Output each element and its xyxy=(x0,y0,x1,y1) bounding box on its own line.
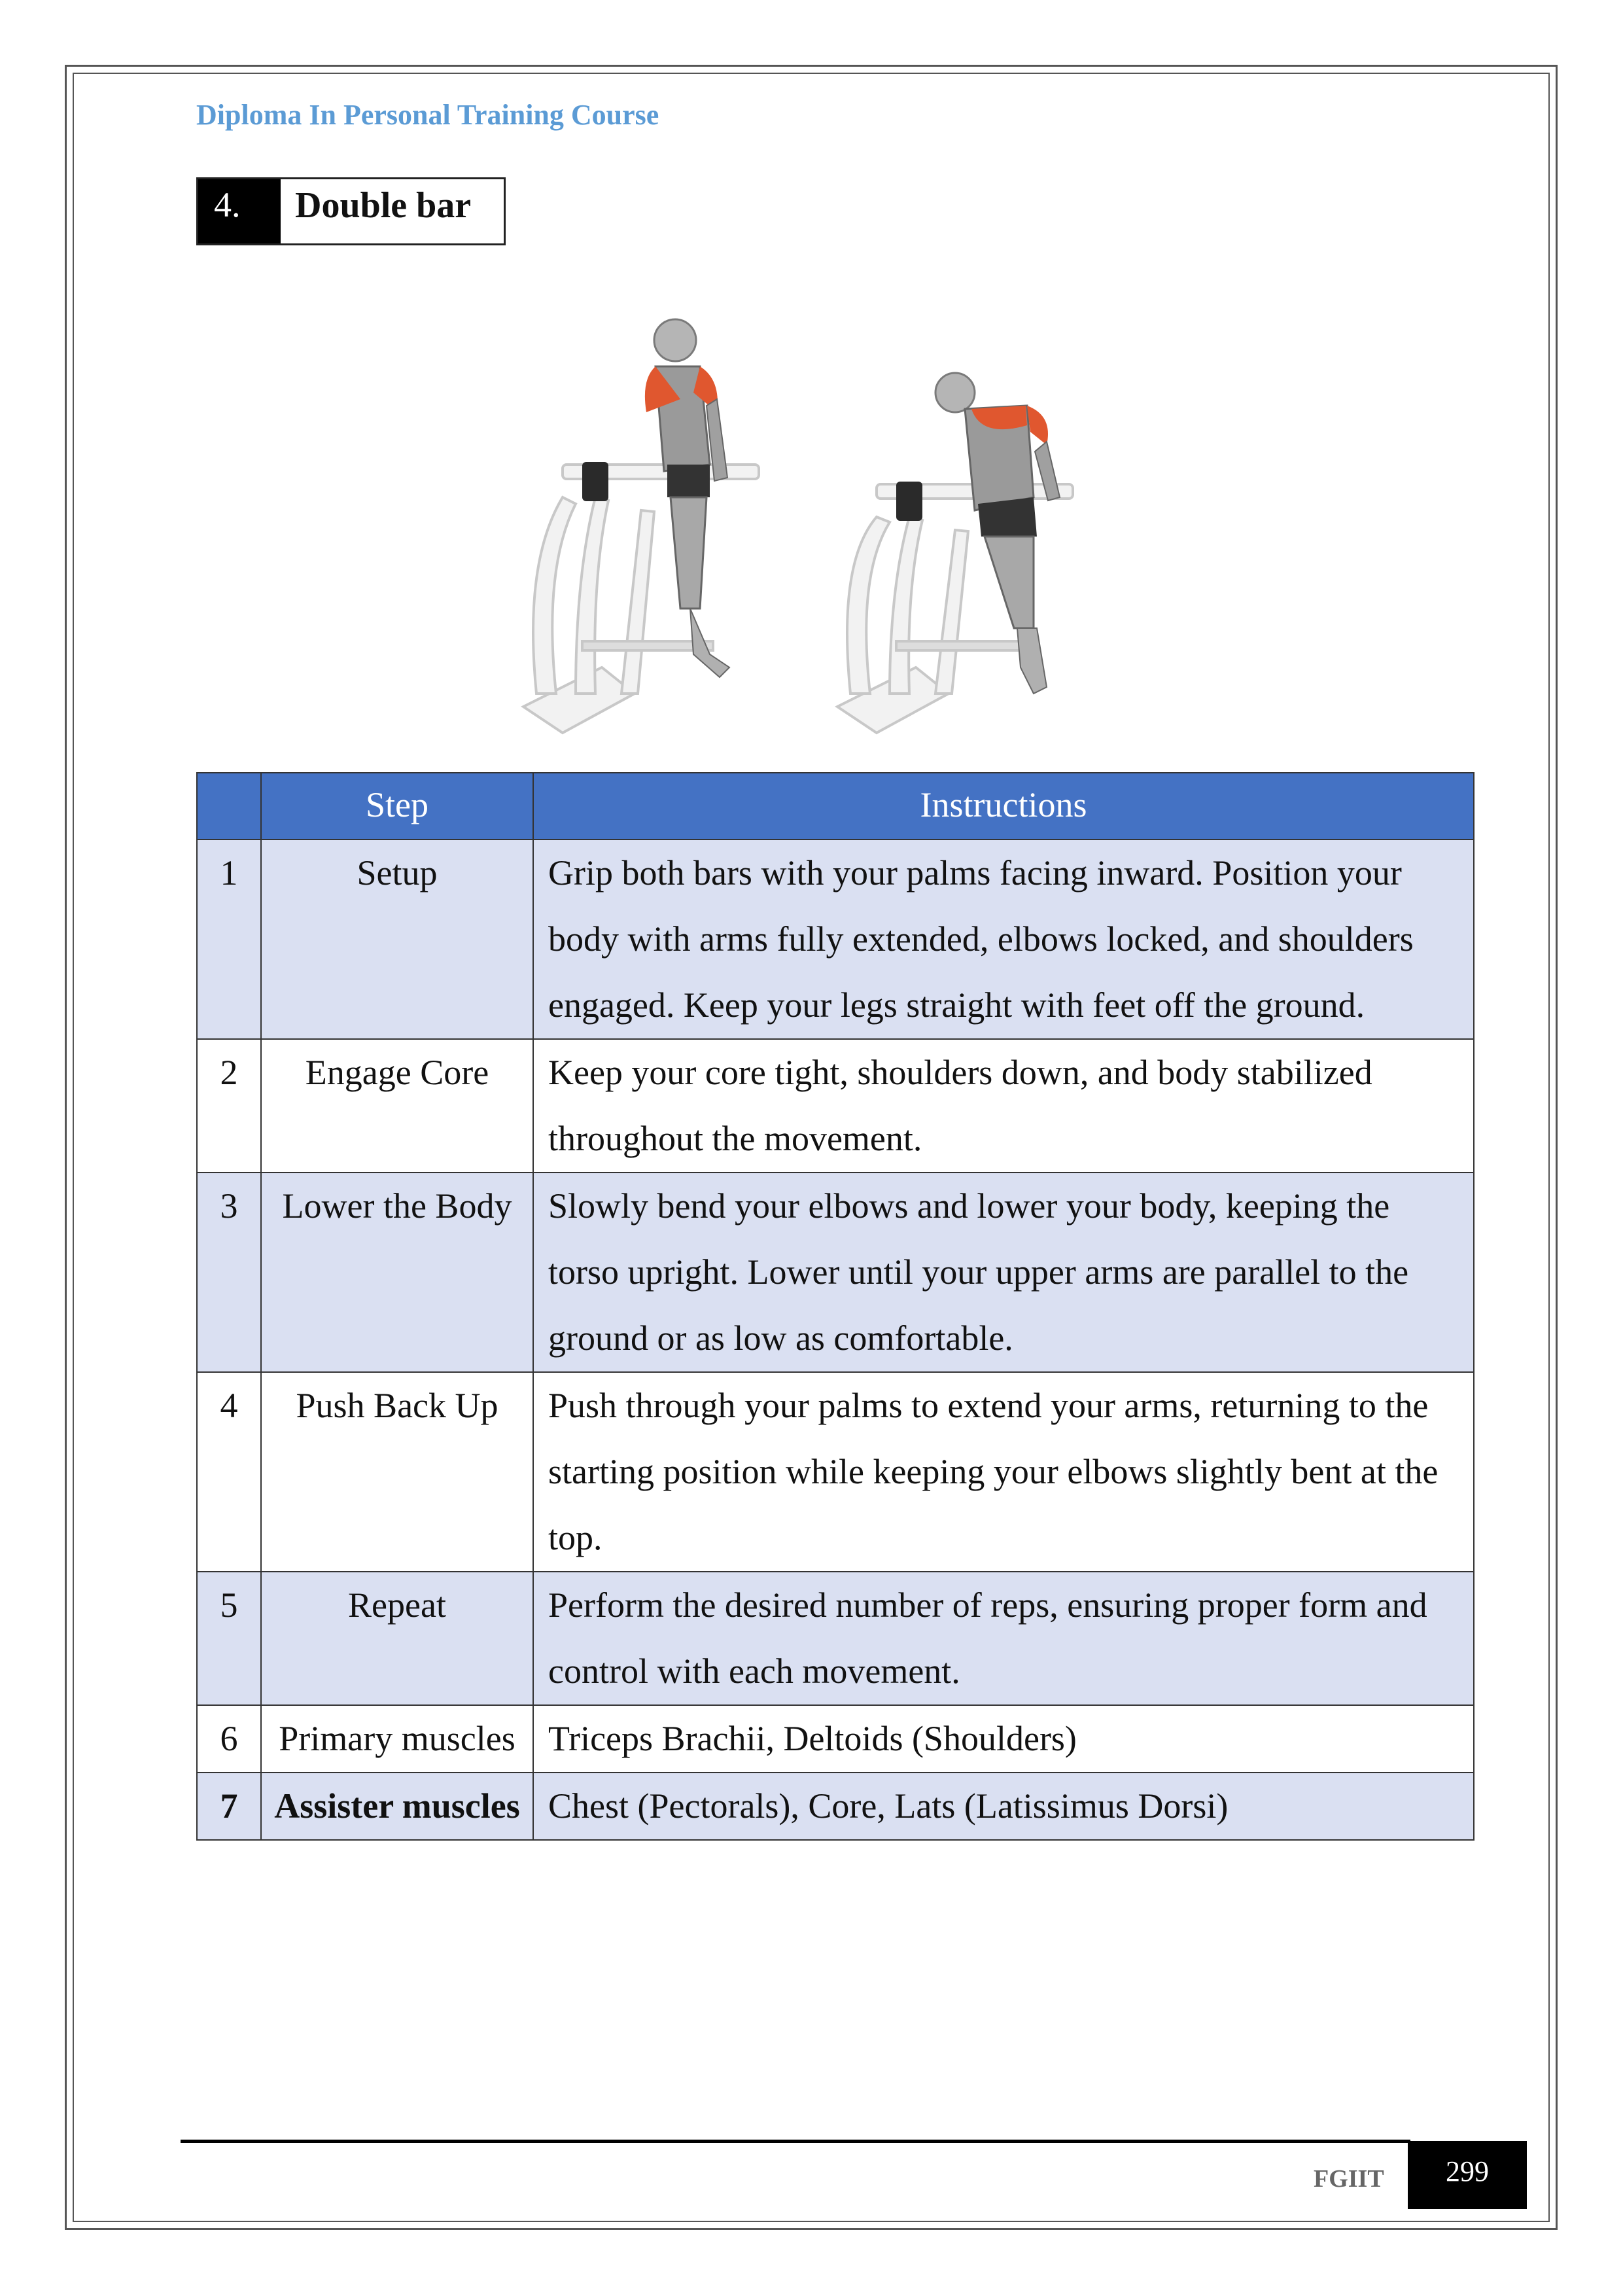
table-row xyxy=(197,1372,1474,1572)
row-num: 6 xyxy=(197,1705,261,1773)
row-num: 5 xyxy=(197,1572,261,1705)
row-step: Primary muscles xyxy=(261,1705,533,1773)
table-row xyxy=(197,1773,1474,1840)
left-pad-icon xyxy=(582,462,608,501)
row-instructions: Chest (Pectorals), Core, Lats (Latissimus Dorsi) xyxy=(533,1773,1474,1840)
table-header-row xyxy=(197,773,1474,839)
course-title: Diploma In Personal Training Course xyxy=(196,99,659,131)
right-pad-icon xyxy=(896,482,922,521)
row-instructions: Triceps Brachii, Deltoids (Shoulders) xyxy=(533,1705,1474,1773)
row-step: Push Back Up xyxy=(261,1372,533,1572)
row-step: Assister muscles xyxy=(261,1773,533,1840)
row-num: 2 xyxy=(197,1039,261,1173)
row-instructions: Grip both bars with your palms facing inward. Position your body with arms fully extended, elbows locked, and shoulders engaged. Keep your legs straight with feet off the ground. xyxy=(533,839,1474,1039)
footer-rule xyxy=(181,2140,1410,2143)
row-step: Engage Core xyxy=(261,1039,533,1173)
tricep-dip-exercise-illustration xyxy=(484,301,1138,746)
row-num: 3 xyxy=(197,1173,261,1372)
row-instructions: Push through your palms to extend your arms, returning to the starting position while keeping your elbows slightly bent at the top. xyxy=(533,1372,1474,1572)
row-num: 1 xyxy=(197,839,261,1039)
table-row xyxy=(197,1173,1474,1372)
row-num: 4 xyxy=(197,1372,261,1572)
row-step: Setup xyxy=(261,839,533,1039)
header-step: Step xyxy=(261,773,533,839)
table-row xyxy=(197,1039,1474,1173)
table-row xyxy=(197,1572,1474,1705)
table-row xyxy=(197,839,1474,1039)
header-num xyxy=(197,773,261,839)
page-number: 299 xyxy=(1408,2141,1527,2209)
header-instructions: Instructions xyxy=(533,773,1474,839)
row-instructions: Slowly bend your elbows and lower your body, keeping the torso upright. Lower until your upper arms are parallel to the ground or as low as comfortable. xyxy=(533,1173,1474,1372)
row-step: Repeat xyxy=(261,1572,533,1705)
row-num: 7 xyxy=(197,1773,261,1840)
row-step: Lower the Body xyxy=(261,1173,533,1372)
table-row xyxy=(197,1705,1474,1773)
dip-station-right-icon xyxy=(837,484,1073,733)
dip-station-left-icon xyxy=(523,465,759,733)
section-heading xyxy=(196,177,506,245)
steps-table xyxy=(196,772,1475,1841)
section-number: 4. xyxy=(198,179,281,243)
athlete-top-position-icon xyxy=(645,319,729,677)
row-instructions: Keep your core tight, shoulders down, and body stabilized throughout the movement. xyxy=(533,1039,1474,1173)
footer-organization: FGIIT xyxy=(1314,2165,1384,2193)
row-instructions: Perform the desired number of reps, ensuring proper form and control with each movement. xyxy=(533,1572,1474,1705)
section-title: Double bar xyxy=(295,185,472,226)
